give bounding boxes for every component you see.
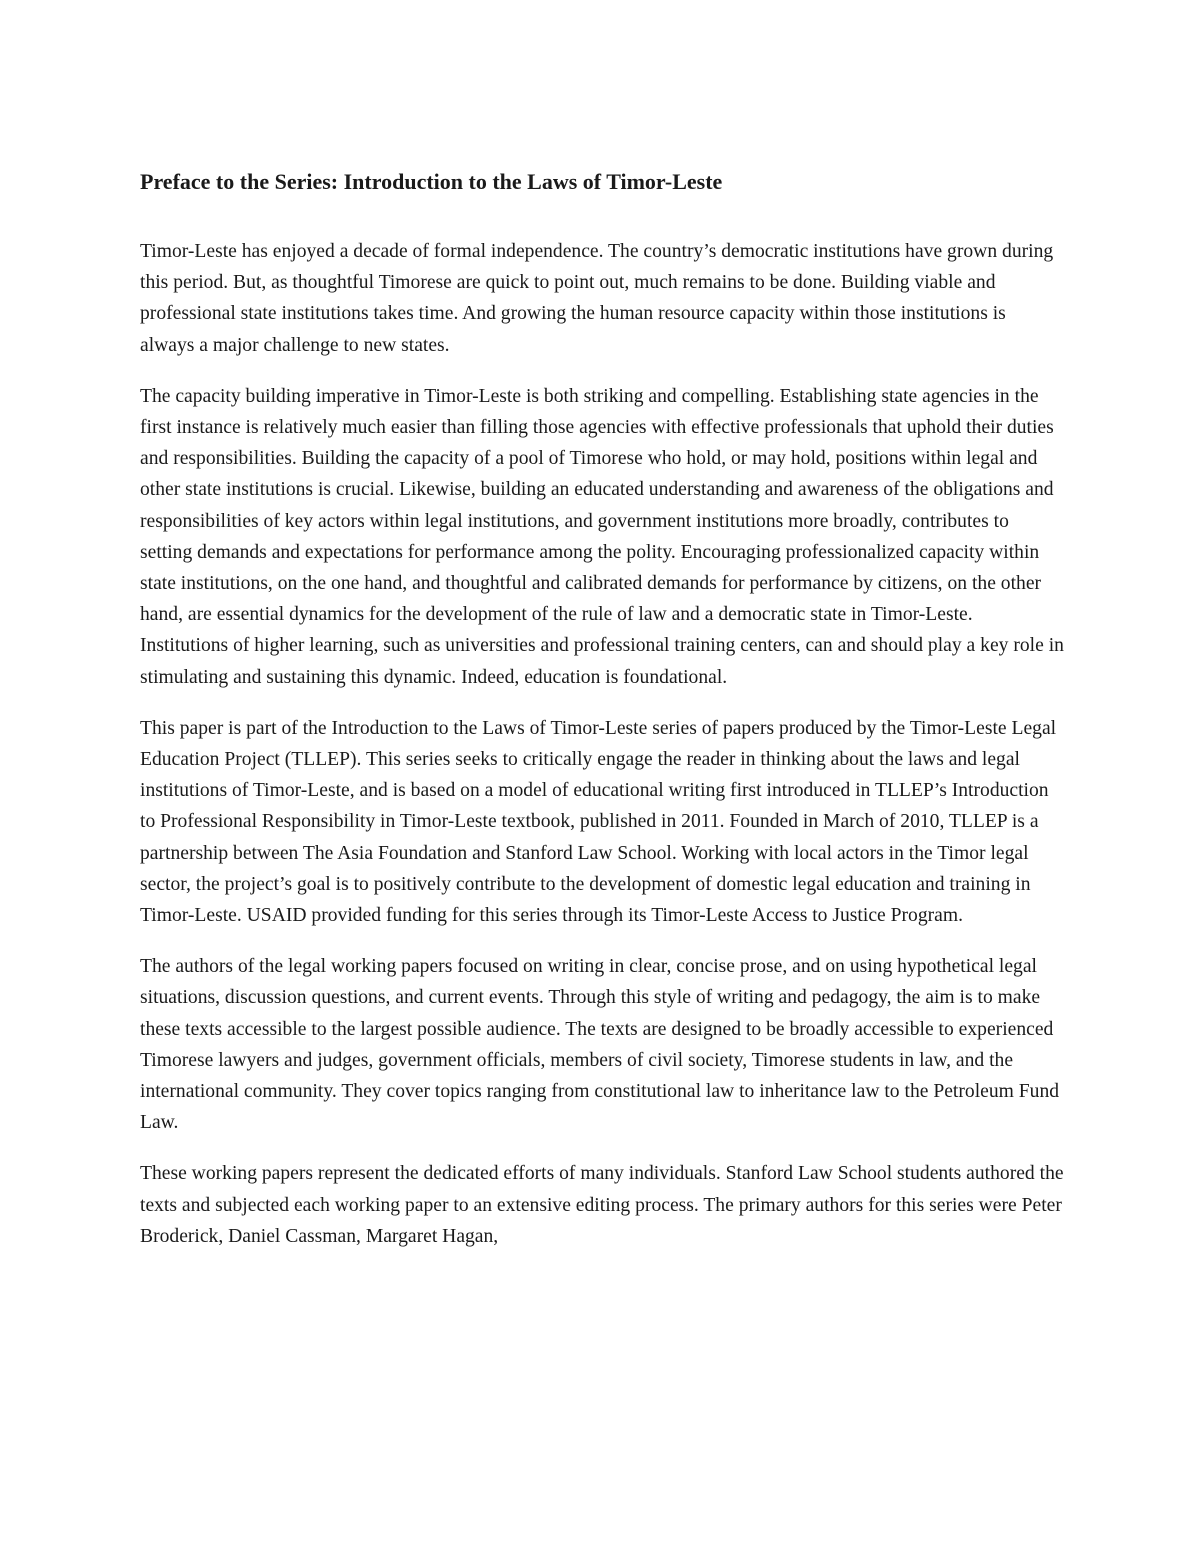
paragraph-acknowledgements: These working papers represent the dedicated efforts of many individuals. Stanford Law School students authored the texts and subjected each working paper to an extensive editing process. The primary authors for this series were Peter Broderick, Daniel Cassman, Margaret Hagan,: [140, 1163, 1064, 1247]
paragraph-independence: Timor-Leste has enjoyed a decade of formal independence. The country’s democratic institutions have grown during this period. But, as thoughtful Timorese are quick to point out, much remains to be done. Building viable and professional state institutions takes time. And growing the human resource capacity within those institutions is always a major challenge to new states.: [140, 241, 1054, 356]
document-title: Preface to the Series: Introduction to the Laws of Timor-Leste: [140, 169, 723, 194]
paragraph-authors-approach: The authors of the legal working papers focused on writing in clear, concise prose, and on using hypothetical legal situations, discussion questions, and current events. Through this style of writing and pedagogy, the aim is to make these texts accessible to the largest possible audience. The texts are designed to be broadly accessible to experienced Timorese lawyers and judges, government officials, members of civil society, Timorese students in law, and the international community. They cover topics ranging from constitutional law to inheritance law to the Petroleum Fund Law.: [140, 956, 1060, 1134]
paragraph-capacity-building: The capacity building imperative in Timor-Leste is both striking and compelling. Establishing state agencies in the first instance is relatively much easier than filling those agencies with effective professionals that uphold their duties and responsibilities. Building the capacity of a pool of Timorese who hold, or may hold, positions within legal and other state institutions is crucial. Likewise, building an educated understanding and awareness of the obligations and responsibilities of key actors within legal institutions, and government institutions more broadly, contributes to setting demands and expectations for performance among the polity. Encouraging professionalized capacity within state institutions, on the one hand, and thoughtful and calibrated demands for performance by citizens, on the other hand, are essential dynamics for the development of the rule of law and a democratic state in Timor-Leste. Institutions of higher learning, such as universities and professional training centers, can and should play a key role in stimulating and sustaining this dynamic. Indeed, education is foundational.: [140, 385, 1064, 688]
document-body: [140, 166, 1065, 1272]
paragraph-series-overview: This paper is part of the Introduction to the Laws of Timor-Leste series of papers produced by the Timor-Leste Legal Education Project (TLLEP). This series seeks to critically engage the reader in thinking about the laws and legal institutions of Timor-Leste, and is based on a model of educational writing first introduced in TLLEP’s Introduction to Professional Responsibility in Timor-Leste textbook, published in 2011. Founded in March of 2010, TLLEP is a partnership between The Asia Foundation and Stanford Law School. Working with local actors in the Timor legal sector, the project’s goal is to positively contribute to the development of domestic legal education and training in Timor-Leste. USAID provided funding for this series through its Timor-Leste Access to Justice Program.: [140, 717, 1057, 927]
